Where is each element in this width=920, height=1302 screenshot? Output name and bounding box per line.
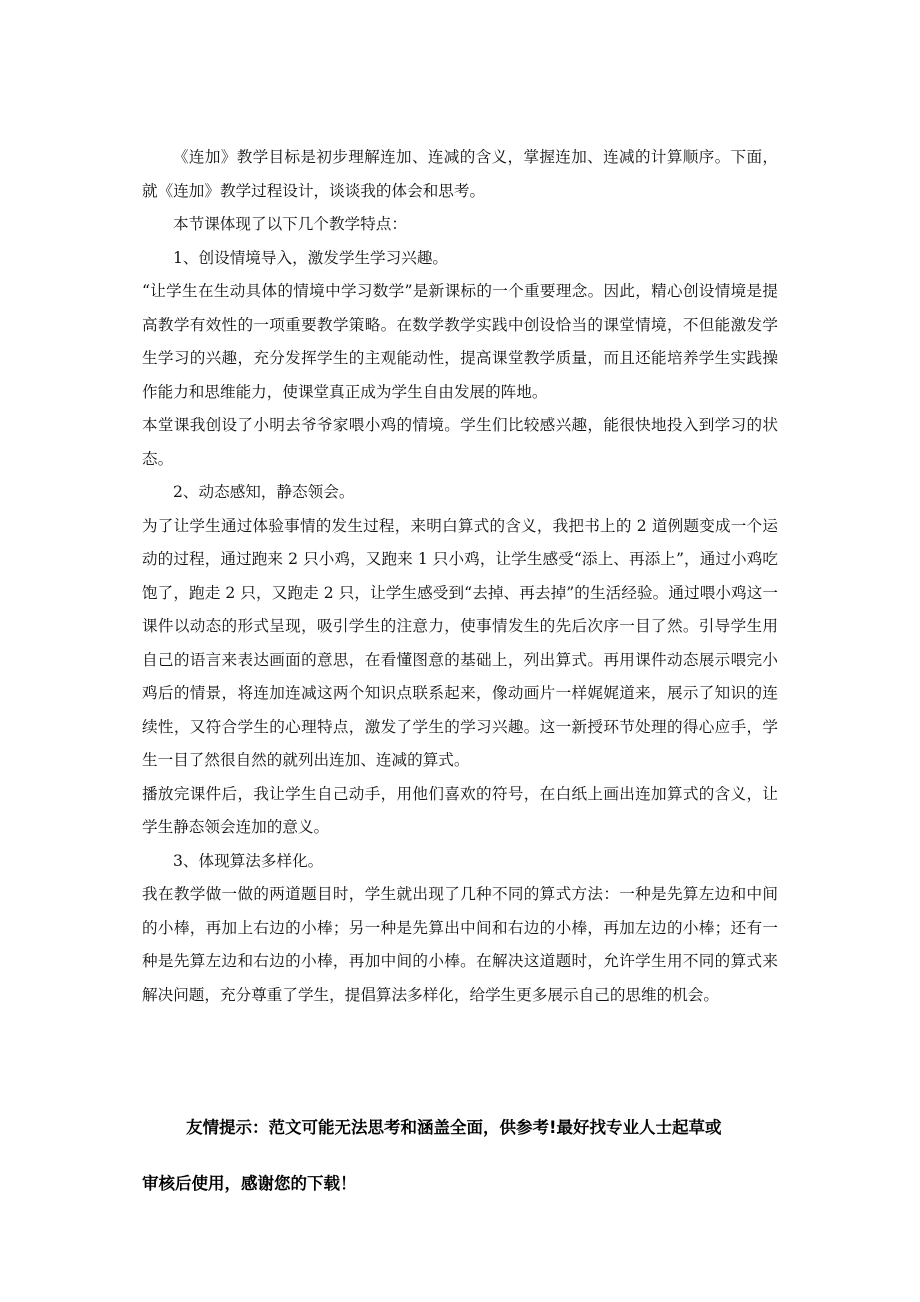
- paragraph-algorithm-diversity: 我在教学做一做的两道题目时，学生就出现了几种不同的算式方法：一种是先算左边和中间的小棒，再加上右边的小棒；另一种是先算出中间和右边的小棒，再加左边的小棒；还有一种是先算左边和右边的小棒，再加中间的小棒。在解决这道题时，允许学生用不同的算式来解决问题，充分尊重了学生，提倡算法多样化，给学生更多展示自己的思维的机会。: [142, 885, 778, 1004]
- paragraph-situation-theory: “让学生在生动具体的情境中学习数学”是新课标的一个重要理念。因此，精心创设情境是提高教学有效性的一项重要教学策略。在数学教学实践中创设恰当的课堂情境，不但能激发学生学习的兴趣，充分发挥学生的主观能动性，提高课堂教学质量，而且还能培养学生实践操作能力和思维能力，使课堂真正成为学生自由发展的阵地。: [142, 282, 778, 401]
- tip-line-2: 审核后使用，感谢您的下载！: [142, 1174, 357, 1193]
- friendly-tip: [142, 1100, 802, 1212]
- document-body: [142, 141, 778, 1012]
- paragraph-features-heading: 本节课体现了以下几个教学特点：: [173, 215, 407, 233]
- paragraph-intro: 《连加》教学目标是初步理解连加、连减的含义，掌握连加、连减的计算顺序。下面，就《连加》教学过程设计，谈谈我的体会和思考。: [142, 148, 778, 200]
- paragraph-situation-practice: 本堂课我创设了小明去爷爷家喂小鸡的情境。学生们比较感兴趣，能很快地投入到学习的状态。: [142, 416, 778, 468]
- section-heading-3: 3、体现算法多样化。: [173, 851, 324, 870]
- paragraph-dynamic-perception: 为了让学生通过体验事情的发生过程，来明白算式的含义，我把书上的 2 道例题变成一个运动的过程，通过跑来 2 只小鸡，又跑来 1 只小鸡，让学生感受“添上、再添上”，通过小鸡吃饱了，跑走 2 只，又跑走 2 只，让学生感受到“去掉、再去掉”的生活经验。通过喂小鸡这一课件以动态的形式呈现，吸引学生的注意力，使事情发生的先后次序一目了然。引导学生用自己的语言来表达画面的意思，在看懂图意的基础上，列出算式。再用课件动态展示喂完小鸡后的情景，将连加连减这两个知识点联系起来，像动画片一样娓娓道来，展示了知识的连续性，又符合学生的心理特点，激发了学生的学习兴趣。这一新授环节处理的得心应手，学生一目了然很自然的就列出连加、连减的算式。: [142, 516, 778, 769]
- section-heading-1: 1、创设情境导入，激发学生学习兴趣。: [173, 248, 449, 267]
- paragraph-static-understanding: 播放完课件后，我让学生自己动手，用他们喜欢的符号，在白纸上画出连加算式的含义，让学生静态领会连加的意义。: [142, 784, 778, 836]
- section-heading-2: 2、动态感知，静态领会。: [173, 483, 355, 501]
- tip-line-1: 友情提示：范文可能无法思考和涵盖全面，供参考!最好找专业人士起草或: [186, 1118, 722, 1137]
